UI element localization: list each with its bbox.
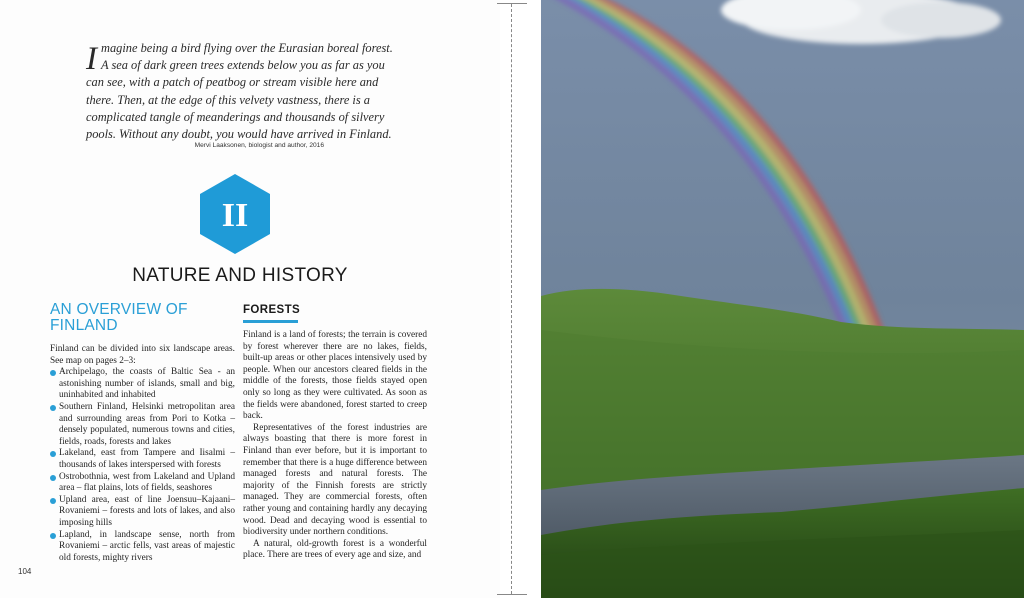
heading-underline <box>243 320 298 323</box>
page-number: 104 <box>18 567 32 576</box>
list-item: Upland area, east of line Joensuu–Kajaani–Rovaniemi – forests and lots of lakes, and also imposing hills <box>50 495 235 530</box>
forests-paragraph: Finland is a land of forests; the terrain is covered by forest wherever there are no lakes, fields, built-up areas or other places intensively used by people. When our ancestors cleared fields in the middle of the forests, those fields stayed open only so long as they were cultivated. As soon as the fields were abandoned, forest started to creep back. <box>243 330 427 422</box>
bullet-icon <box>50 405 56 411</box>
list-item: Archipelago, the coasts of Baltic Sea - an astonishing number of islands, small and big, uninhabited and inhabited <box>50 367 235 402</box>
crop-mark <box>497 594 527 595</box>
bullet-icon <box>50 533 56 539</box>
chapter-title: NATURE AND HISTORY <box>132 265 348 286</box>
overview-heading: AN OVERVIEW OF FINLAND <box>50 301 188 334</box>
book-gutter <box>510 0 540 598</box>
drop-cap: I <box>86 41 97 77</box>
bullet-icon <box>50 451 56 457</box>
bullet-icon <box>50 370 56 376</box>
list-item: Ostrobothnia, west from Lakeland and Upland area – flat plains, lots of fields, seashores <box>50 472 235 495</box>
crop-mark <box>497 3 527 4</box>
bullet-icon <box>50 498 56 504</box>
list-item: Lapland, in landscape sense, north from Rovaniemi – arctic fells, vast areas of majestic old forests, mighty rivers <box>50 530 235 565</box>
bullet-icon <box>50 475 56 481</box>
gutter-fold-line <box>511 4 512 594</box>
list-item: Lakeland, east from Tampere and Iisalmi – thousands of lakes interspersed with forests <box>50 448 235 471</box>
overview-column <box>50 302 235 564</box>
forests-heading: FORESTS <box>243 304 301 316</box>
landscape-list <box>50 367 235 564</box>
rainbow-landscape-photo <box>541 0 1024 598</box>
hexagon-icon <box>198 172 272 256</box>
chapter-badge <box>198 172 272 256</box>
list-item: Southern Finland, Helsinki metropolitan area and surrounding areas from Pori to Kotka – densely populated, numerous towns and cities, fields, roads, forests and lakes <box>50 402 235 448</box>
forests-column <box>243 304 427 562</box>
epigraph-quote <box>86 40 398 143</box>
quote-attribution: Mervi Laaksonen, biologist and author, 2016 <box>194 142 324 149</box>
forests-paragraph: Representatives of the forest industries are always boasting that there is more forest in Finland than ever before, but it is important to remember that there is a huge difference between managed forests and natural forests. The majority of the Finnish forests are strictly managed. They are commercial forests, often rather young and containing hardly any decaying wood. Dead and decaying wood is essential to biodiversity under northern conditions. <box>243 422 427 538</box>
forests-paragraph: A natural, old-growth forest is a wonderful place. There are trees of every age and size, and <box>243 538 427 561</box>
quote-text: magine being a bird flying over the Eurasian boreal forest. A sea of dark green trees extends below you as far as you can see, with a patch of peatbog or stream visible here and there. Then, at the edge of this velvety vastness, there is a complicated tangle of meanderings and thousands of silvery pools. Without any doubt, you would have arrived in Finland. <box>86 41 393 142</box>
chapter-numeral: II <box>221 197 249 234</box>
overview-intro: Finland can be divided into six landscape areas. See map on pages 2–3: <box>50 344 235 366</box>
